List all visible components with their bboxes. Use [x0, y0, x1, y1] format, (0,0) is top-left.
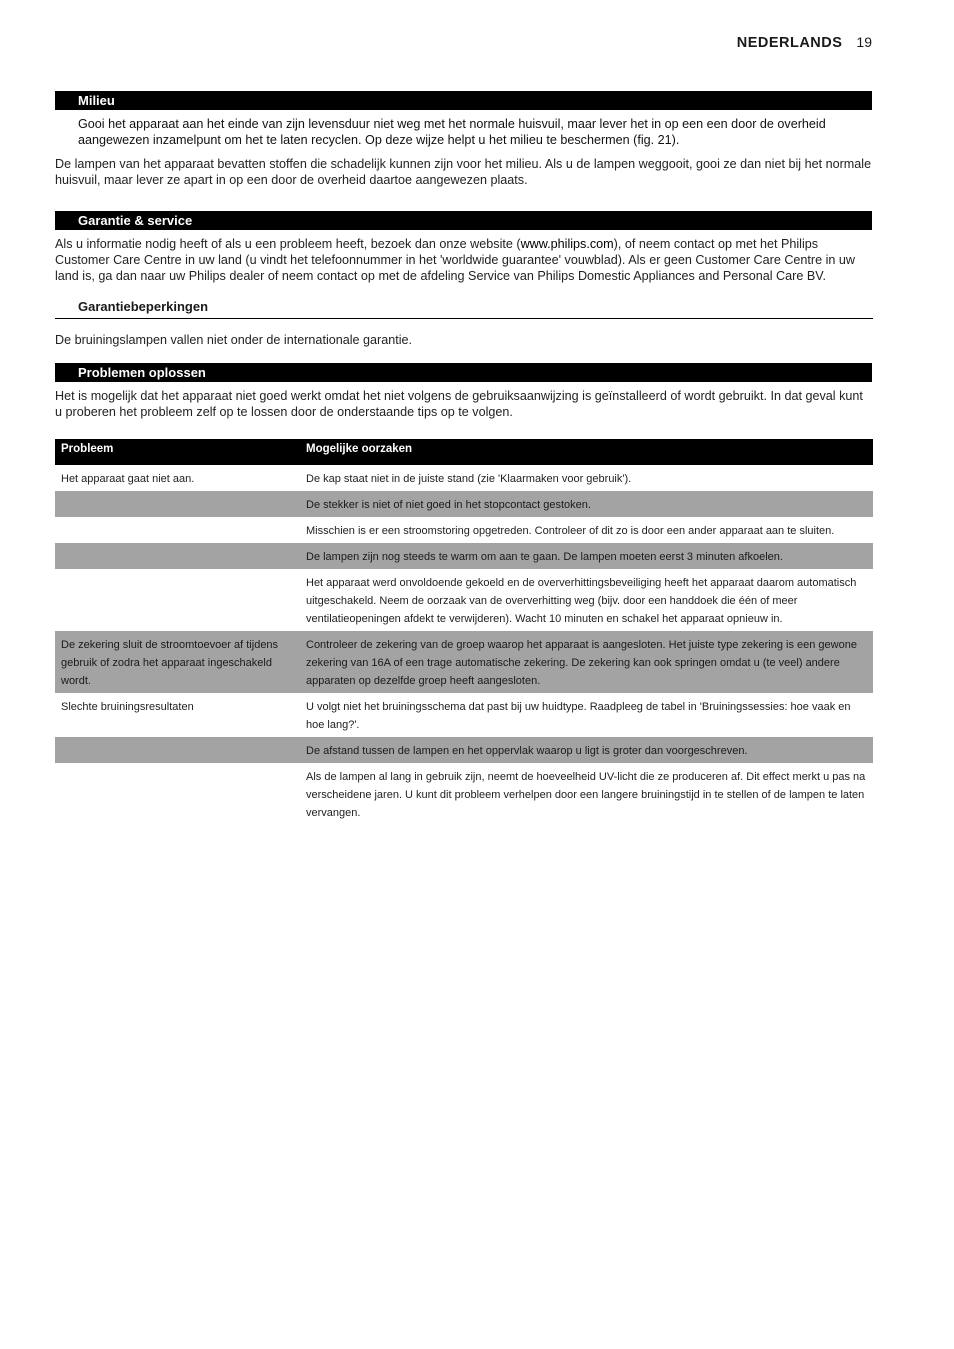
subheading-garantiebeperkingen: Garantiebeperkingen: [55, 299, 873, 319]
table-row: [55, 631, 873, 693]
table-row: [55, 465, 873, 491]
garantie-text-before: Als u informatie nodig heeft of als u een probleem heeft, bezoek dan onze website (: [55, 237, 521, 251]
table-row: [55, 569, 873, 631]
table-row: [55, 543, 873, 569]
cause-cell: Controleer de zekering van de groep waarop het apparaat is aangesloten. Het juiste type zekering is een gewone zekering van 16A of een trage automatische zekering. De zekering kan ook springen omdat u (te veel) andere apparaten op dezelfde groep heeft aangesloten.: [300, 631, 873, 693]
cause-cell: U volgt niet het bruiningsschema dat past bij uw huidtype. Raadpleeg de tabel in 'Bruiningssessies: hoe vaak en hoe lang?'.: [306, 701, 851, 731]
problem-cell: [55, 763, 300, 825]
language-label: NEDERLANDS: [736, 35, 843, 51]
problem-cell: De zekering sluit de stroomtoevoer af tijdens gebruik of zodra het apparaat ingeschakeld wordt.: [55, 631, 300, 693]
problem-cell: [55, 737, 300, 763]
table-row: [55, 491, 873, 517]
cause-cell: De lampen zijn nog steeds te warm om aan te gaan. De lampen moeten eerst 3 minuten afkoelen.: [300, 543, 873, 569]
problem-cell: [55, 491, 300, 517]
problem-cell: [55, 517, 300, 543]
table-row: [55, 763, 873, 825]
garantie-text-after: ), of neem contact op met het Philips Customer Care Centre in uw land (u vindt het telefoonnummer in het 'worldwide guarantee' vouwblad). Als er geen Customer Care Centre in uw land is, ga dan naar uw Philips dealer of neem contact op met de afdeling Service van Philips Domestic Appliances and Personal Care BV.: [55, 237, 856, 283]
column-header-problem: Probleem: [55, 439, 300, 465]
troubleshooting-table: [55, 439, 873, 825]
milieu-paragraph-2: De lampen van het apparaat bevatten stoffen die schadelijk kunnen zijn voor het milieu. Als u de lampen weggooit, gooi ze dan niet bij het normale huisvuil, maar lever ze apart in op een door de overheid daartoe aangewezen plaats.: [55, 157, 872, 187]
problem-cell: [55, 569, 300, 631]
cause-cell: Misschien is er een stroomstoring opgetreden. Controleer of dit zo is door een ander apparaat aan te sluiten.: [306, 525, 835, 537]
table-row: [55, 517, 873, 543]
cause-cell: De stekker is niet of niet goed in het stopcontact gestoken.: [300, 491, 873, 517]
page-number: 19: [856, 34, 872, 50]
cause-cell: Het apparaat werd onvoldoende gekoeld en de oververhittingsbeveiliging heeft het apparaat daarom automatisch uitgeschakeld. Neem de oorzaak van de oververhitting weg (bijv. door een handdoek die één of meer ventilatieopeningen afdekt te verwijderen). Wacht 10 minuten en schakel het apparaat opnieuw in.: [306, 577, 857, 625]
table-row: [55, 737, 873, 763]
column-header-causes: Mogelijke oorzaken: [300, 439, 873, 465]
problem-cell: Slechte bruiningsresultaten: [61, 701, 194, 713]
cause-cell: De afstand tussen de lampen en het oppervlak waarop u ligt is groter dan voorgeschreven.: [300, 737, 873, 763]
table-header-row: [55, 439, 873, 465]
milieu-paragraph-1: Gooi het apparaat aan het einde van zijn levensduur niet weg met het normale huisvuil, maar lever het in op een een door de overheid aangewezen inzamelpunt om het te laten recyclen. Op deze wijze helpt u het milieu te beschermen (fig. 21).: [78, 117, 826, 147]
page-header: [737, 34, 872, 51]
garantiebeperkingen-paragraph: De bruiningslampen vallen niet onder de internationale garantie.: [55, 333, 413, 347]
website-link[interactable]: www.philips.com: [520, 237, 614, 251]
table-row: [55, 693, 873, 737]
problemen-intro: Het is mogelijk dat het apparaat niet goed werkt omdat het niet volgens de gebruiksaanwijzing is geïnstalleerd of wordt gebruikt. In dat geval kunt u proberen het probleem zelf op te lossen door de onderstaande tips op te volgen.: [55, 389, 863, 419]
problem-cell: [55, 543, 300, 569]
garantie-paragraph: [55, 236, 873, 284]
problem-cell: Het apparaat gaat niet aan.: [61, 473, 195, 485]
cause-cell: De kap staat niet in de juiste stand (zie 'Klaarmaken voor gebruik').: [306, 473, 632, 485]
section-heading-milieu: Milieu: [55, 91, 872, 110]
section-heading-garantie: Garantie & service: [55, 211, 872, 230]
cause-cell: Als de lampen al lang in gebruik zijn, neemt de hoeveelheid UV-licht die ze produceren af. Dit effect merkt u pas na verscheidene jaren. U kunt dit probleem verhelpen door een langere bruiningstijd in te stellen of de lampen te laten vervangen.: [306, 771, 866, 819]
section-heading-problemen: Problemen oplossen: [55, 363, 872, 382]
